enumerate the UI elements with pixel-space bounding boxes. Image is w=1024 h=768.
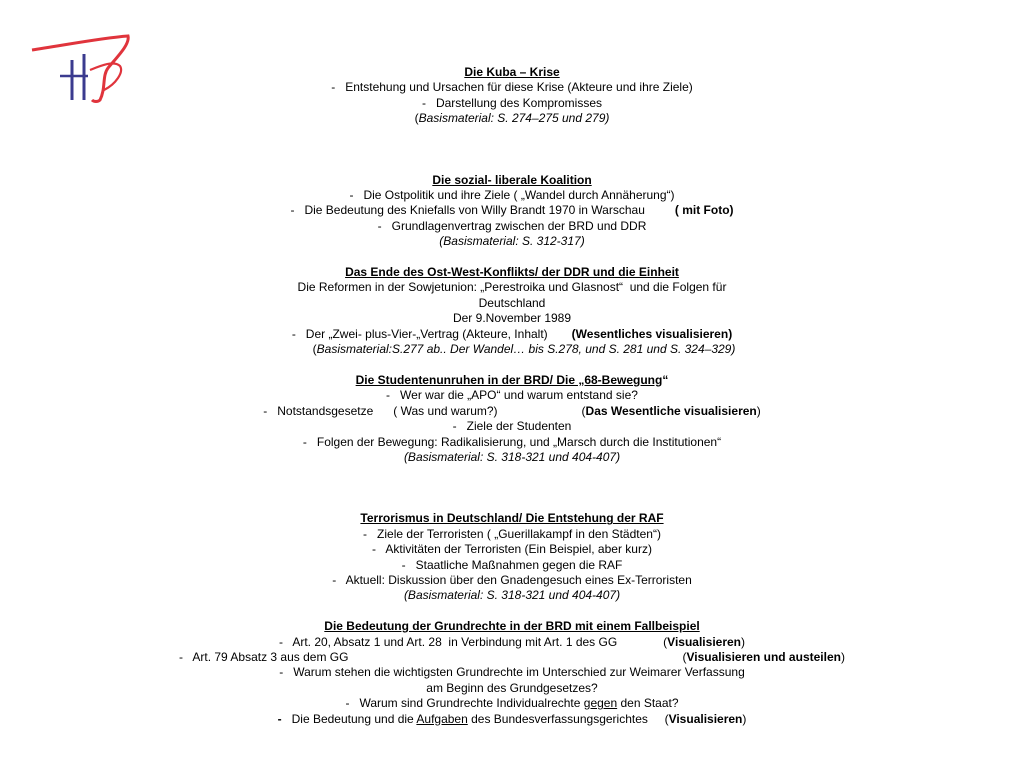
list-item: - Staatliche Maßnahmen gegen die RAF [401,557,623,572]
note-foto: ( mit Foto) [674,203,734,218]
list-item: - Wer war die „APO“ und warum entstand sie? [386,388,638,403]
section-title-koalition: Die sozial- liberale Koalition [432,172,592,187]
list-item: - Folgen der Bewegung: Radikalisierung, und „Marsch durch die Institutionen“ [302,434,722,449]
basis-reference: (Basismaterial: S. 318-321 und 404-407) [403,588,621,603]
list-item: - Die Bedeutung des Kniefalls von Willy Brandt 1970 in Warschau ( mit Foto) [290,203,734,218]
basis-reference: (Basismaterial: S. 312-317) [439,234,585,249]
list-item: - Entstehung und Ursachen für diese Krise (Akteure und ihre Ziele) [331,80,693,95]
text-line: Deutschland [478,295,546,310]
list-item: - Art. 79 Absatz 3 aus dem GG (Visualisieren und austeilen) [179,649,845,664]
section-title-einheit: Das Ende des Ost-West-Konflikts/ der DDR und die Einheit [345,265,679,280]
list-item: - Ziele der Studenten [452,419,572,434]
list-item: - Warum stehen die wichtigsten Grundrechte im Unterschied zur Weimarer Verfassung [279,665,745,680]
text-line: Die Reformen in der Sowjetunion: „Perestroika und Glasnost“ und die Folgen für [297,280,727,295]
list-item-continuation: am Beginn des Grundgesetzes? [426,680,598,695]
basis-reference: (Basismaterial: S. 318-321 und 404-407) [403,449,621,464]
list-item: - Die Bedeutung und die Aufgaben des Bundesverfassungsgerichtes (Visualisieren) [277,711,747,726]
section-title-raf: Terrorismus in Deutschland/ Die Entstehung der RAF [360,511,664,526]
note-visualisieren: Visualisieren [668,711,743,726]
basis-reference: (Basismaterial: S. 274–275 und 279) [414,111,610,126]
section-title-studenten: Die Studentenunruhen in der BRD/ Die „68-Bewegung“ [355,372,669,387]
section-title-kuba: Die Kuba – Krise [464,65,560,79]
list-item: - Warum sind Grundrechte Individualrechte gegen den Staat? [345,696,679,711]
list-item: - Darstellung des Kompromisses [421,95,603,110]
list-item: - Aktivitäten der Terroristen (Ein Beispiel, aber kurz) [372,542,652,557]
section-title-grundrechte: Die Bedeutung der Grundrechte in der BRD mit einem Fallbeispiel [324,619,700,634]
document-body [0,65,1024,727]
list-item: - Notstandsgesetze ( Was und warum?) (Das Wesentliche visualisieren) [263,403,761,418]
note-visualisieren: (Wesentliches visualisieren) [571,326,733,341]
list-item: - Aktuell: Diskussion über den Gnadengesuch eines Ex-Terroristen [332,572,692,587]
note-visualisieren: Das Wesentliche visualisieren [585,403,757,418]
note-visualisieren-austeilen: Visualisieren und austeilen [686,649,841,664]
list-item: - Grundlagenvertrag zwischen der BRD und DDR [377,218,647,233]
list-item: - Ziele der Terroristen ( „Guerillakampf in den Städten“) [363,526,661,541]
note-visualisieren: Visualisieren [667,634,741,649]
list-item: - Der „Zwei- plus-Vier-„Vertrag (Akteure, Inhalt) (Wesentliches visualisieren) [291,326,733,341]
text-line: Der 9.November 1989 [452,311,572,326]
list-item: - Art. 20, Absatz 1 und Art. 28 in Verbindung mit Art. 1 des GG (Visualisieren) [278,634,745,649]
list-item: - Die Ostpolitik und ihre Ziele ( „Wandel durch Annäherung“) [349,188,675,203]
basis-reference: (Basismaterial:S.277 ab.. Der Wandel… bis S.278, und S. 281 und S. 324–329) [312,342,736,357]
